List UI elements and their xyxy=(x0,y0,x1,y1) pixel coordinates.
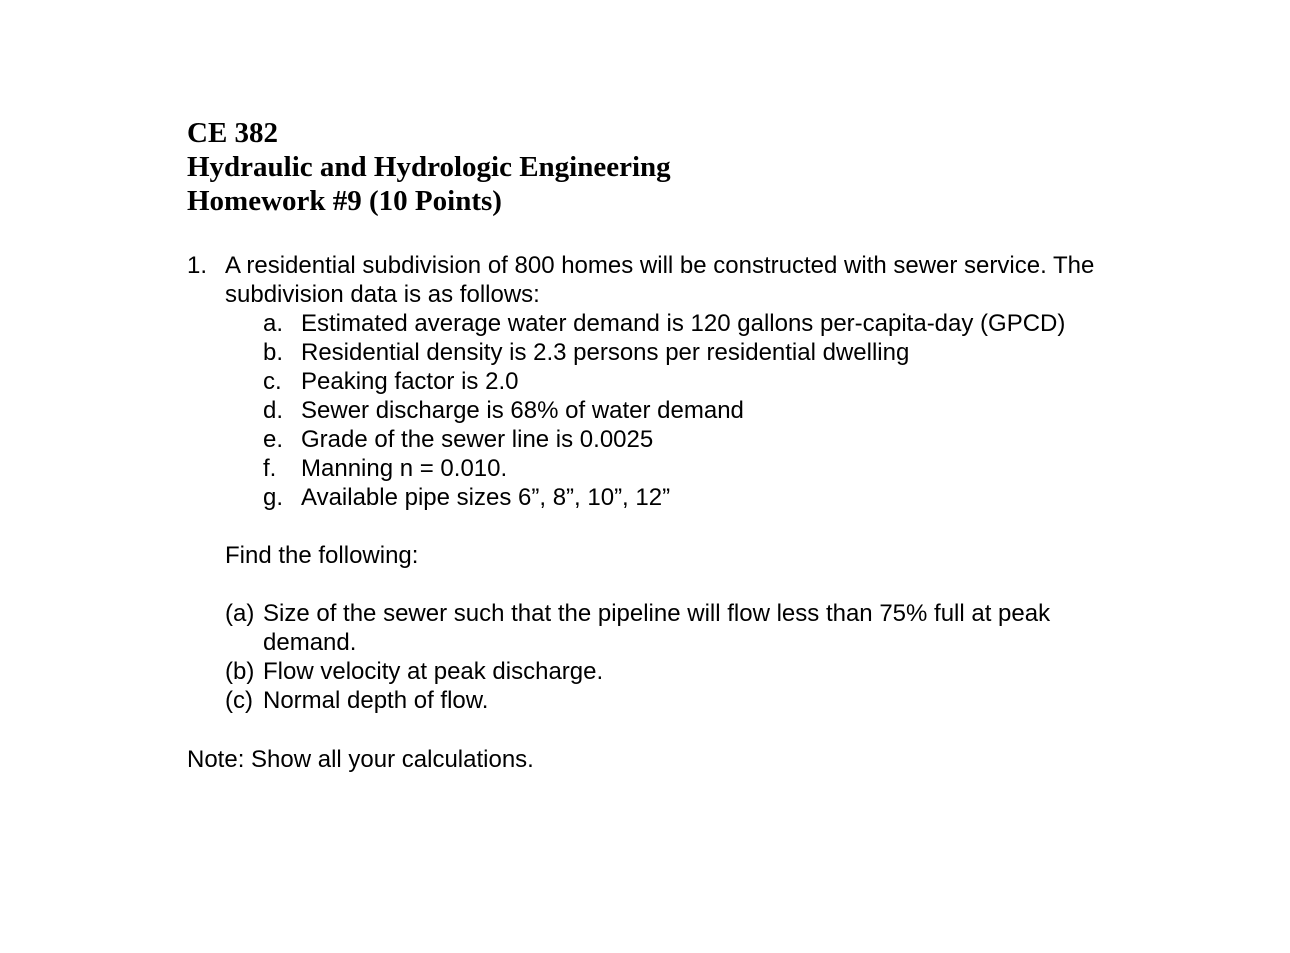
list-marker: d. xyxy=(263,397,284,424)
question-intro-line: subdivision data is as follows: xyxy=(225,281,540,308)
course-title: CE 382 xyxy=(187,117,279,149)
part-marker: (a) xyxy=(225,600,255,627)
list-item-text: Estimated average water demand is 120 gallons per-capita-day (GPCD) xyxy=(301,310,1066,337)
part-text-line: Flow velocity at peak discharge. xyxy=(263,658,604,685)
list-marker: f. xyxy=(263,455,277,482)
list-marker: b. xyxy=(263,339,284,366)
part-text-line: demand. xyxy=(263,629,357,656)
find-label: Find the following: xyxy=(225,542,419,569)
list-item-text: Sewer discharge is 68% of water demand xyxy=(301,397,744,424)
question-intro-line: A residential subdivision of 800 homes will be constructed with sewer service. The xyxy=(225,252,1095,279)
question-part-c xyxy=(225,686,1050,715)
list-item-text: Peaking factor is 2.0 xyxy=(301,368,519,395)
question-number: 1. xyxy=(187,252,208,279)
question-part-b xyxy=(225,657,1050,686)
part-marker: (c) xyxy=(225,687,253,714)
list-item-text: Manning n = 0.010. xyxy=(301,455,508,482)
list-marker: e. xyxy=(263,426,284,453)
question-intro xyxy=(225,251,1094,309)
subject-title: Hydraulic and Hydrologic Engineering xyxy=(187,151,671,183)
list-item-text: Residential density is 2.3 persons per residential dwelling xyxy=(301,339,910,366)
part-marker: (b) xyxy=(225,658,255,685)
list-item-text: Grade of the sewer line is 0.0025 xyxy=(301,426,654,453)
question-part-a xyxy=(225,599,1050,657)
list-marker: g. xyxy=(263,484,284,511)
list-marker: a. xyxy=(263,310,284,337)
question-parts xyxy=(225,599,1050,715)
note-text: Note: Show all your calculations. xyxy=(187,746,534,773)
list-item-text: Available pipe sizes 6”, 8”, 10”, 12” xyxy=(301,484,671,511)
assignment-title: Homework #9 (10 Points) xyxy=(187,185,502,217)
list-marker: c. xyxy=(263,368,282,395)
part-text-line: Normal depth of flow. xyxy=(263,687,489,714)
document-header xyxy=(187,116,671,218)
part-text-line: Size of the sewer such that the pipeline will flow less than 75% full at peak xyxy=(263,600,1051,627)
